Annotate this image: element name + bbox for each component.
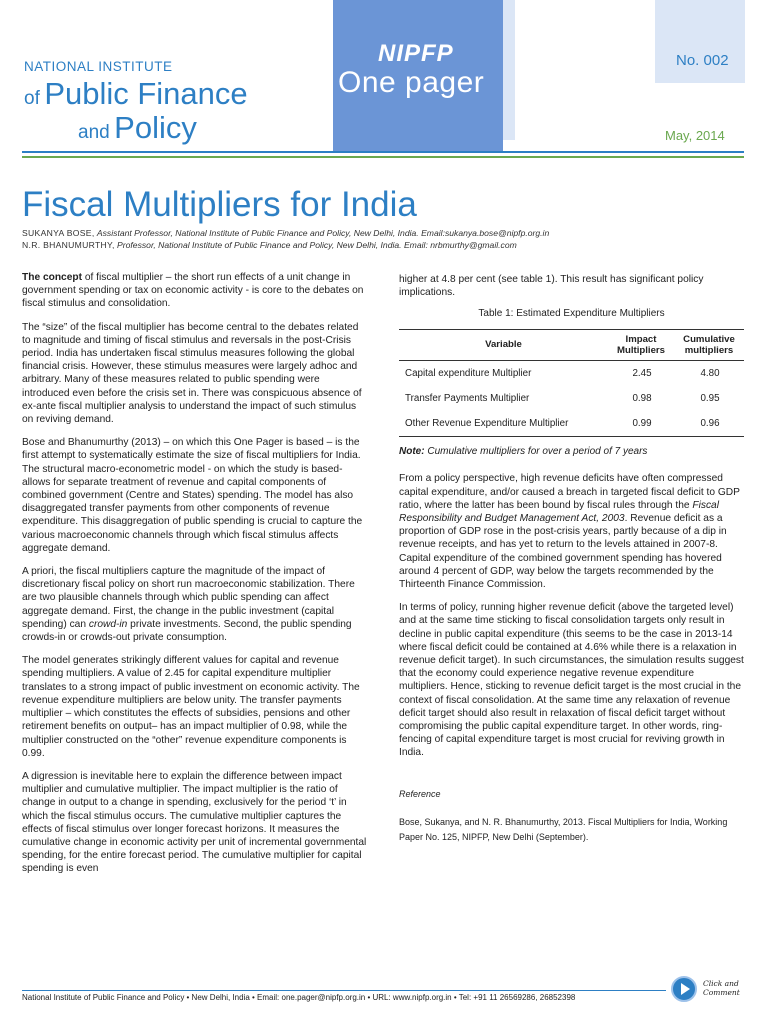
paragraph: A digression is inevitable here to explain the difference between impact multiplier and cumulative multiplier. The impact multiplier is the ratio of change in output to a change in spending, exclusively for the period ‘t’ in which the fiscal stimulus occurs. The cumulative multiplier captures the effects of fiscal stimulus over longer forecast horizons. It measures the cumulative change in economic activity per unit of incremental governmental spending, for the entire forecast period. The cumulative multiplier for capital spending is even — [22, 770, 367, 875]
table-header: Cumulative multipliers — [674, 329, 744, 360]
table-cell: 2.45 — [632, 367, 652, 379]
paragraph — [399, 472, 744, 591]
institute-and: and — [78, 122, 110, 143]
footer-contact: National Institute of Public Finance and Policy • New Delhi, India • Email: one.pager@nipfp.org.in • URL: www.nipfp.org.in • Tel: +91 11 26569286, 26852398 — [22, 993, 576, 1002]
paragraph-text: From a policy perspective, high revenue deficits have often compressed capital expenditure, and/or caused a breach in targeted fiscal deficit to GDP ratio, where the latter has been bound by fiscal rules through the — [399, 473, 740, 511]
table-header: Impact Multipliers — [608, 329, 674, 360]
table-row — [399, 386, 744, 411]
paragraph: The “size” of the fiscal multiplier has become central to the debates related to magnitude and timing of fiscal stimulus and reversals in the post-Crisis period. India has undertaken fiscal stimulus measures following the global financial crisis. However, these stimulus measures were largely adhoc and arbitrary. Many of these measures related to public spending were introduced even before the crisis set in. There was conspicuous absence of ex-ante fiscal multiplier analysis to understand the impact of such stimulus on reviving demand. — [22, 321, 362, 426]
table-cell: 0.98 — [632, 392, 652, 404]
author-name: SUKANYA BOSE, — [22, 228, 95, 238]
table-cell: 0.96 — [674, 411, 744, 437]
footer-rule — [22, 990, 666, 991]
paragraph-text: private investments. Second, the public spending crowds-in or crowds-out private consumption. — [22, 618, 352, 644]
click-line-2: Comment — [703, 988, 740, 997]
table-cell: 0.95 — [700, 392, 720, 404]
page-title: Fiscal Multipliers for India — [22, 185, 417, 224]
paragraph-text: of fiscal multiplier – the short run effects of a unit change in government spending or tax on economic activity - is core to the debates on fiscal stimulus and consolidation. — [22, 272, 364, 310]
issue-date: May, 2014 — [665, 128, 725, 143]
paragraph: higher at 4.8 per cent (see table 1). This result has significant policy implications. — [399, 274, 704, 299]
click-line-1: Click and — [703, 979, 739, 988]
note-label: Note: — [399, 446, 425, 458]
table-row — [399, 360, 744, 386]
table-cell: Capital expenditure Multiplier — [405, 367, 532, 379]
paragraph: Bose and Bhanumurthy (2013) – on which this One Pager is based – is the first attempt to systematically estimate the size of fiscal multipliers for India. The structural macro-econometric model - on which the study is based- allows for separate treatment of revenue and capital components of combined government (Centre and States) spending. The model has also disaggregated transfer payments from other components of revenue expenditure. This disaggregation of public spending is crucial to capture the various macroeconomic channels through which fiscal stimulus affects aggregate demand. — [22, 437, 363, 554]
right-column — [399, 273, 744, 845]
multiplier-table — [399, 329, 744, 438]
institute-name-line3 — [78, 110, 197, 146]
table-header-row — [399, 329, 744, 360]
institute-name-line2 — [24, 76, 248, 112]
emphasis: Fiscal Responsibility and Budget Management Act, 2003 — [399, 499, 719, 525]
emphasis: crowd-in — [88, 618, 128, 630]
table-caption: Table 1: Estimated Expenditure Multipliers — [478, 308, 665, 320]
paragraph-text: A priori, the fiscal multipliers capture the magnitude of the impact of discretionary fiscal policy on short run macroeconomic stabilization. There are two plausible channels through which public spending can affect aggregate demand. First, the change in the public investment (capital spending) can — [22, 566, 355, 630]
table-cell: 4.80 — [700, 367, 720, 379]
author-name: N.R. BHANUMURTHY, — [22, 240, 115, 250]
paragraph: The model generates strikingly different values for capital and revenue spending multipliers. A value of 2.45 for capital expenditure multiplier translates to a strong impact of public investment on economic activity. The revenue expenditure multipliers are below unity. The transfer payments multiplier – which constitutes the effects of subsidies, pensions and other retirement benefits on output– has an impact multiplier of 0.98, while the multiplier constructed on the “other” revenue expenditure components is 0.99. — [22, 655, 360, 759]
left-column — [22, 271, 368, 886]
institute-policy: Policy — [114, 110, 197, 145]
header-rule-blue — [22, 151, 744, 153]
click-and-comment-link[interactable] — [703, 979, 740, 997]
paragraph — [22, 565, 368, 644]
author-line — [22, 240, 517, 250]
nipfp-logo: NIPFP — [378, 40, 454, 67]
author-line — [22, 228, 549, 238]
institute-of: of — [24, 88, 40, 109]
reference-text: Bose, Sukanya, and N. R. Bhanumurthy, 2013. Fiscal Multipliers for India, Working Paper No. 125, NIPFP, New Delhi (September). — [399, 816, 728, 842]
paragraph — [22, 271, 368, 311]
play-icon[interactable] — [671, 976, 697, 1002]
lead-phrase: The concept — [22, 272, 83, 283]
author-affiliation: Professor, National Institute of Public Finance and Policy, New Delhi, India. Email: nrbmurthy@gmail.com — [117, 240, 517, 250]
paragraph-text: . Revenue deficit as a proportion of GDP rose in the post-crisis years, partly because of a dip in revenue receipts, and has yet to return to the levels attained in 2007-8. Capital expenditure of the combined government spending has hovered around 4 percent of GDP, way below the targets recommended by the Thirteenth Finance Commission. — [399, 513, 727, 591]
reference-heading: Reference — [399, 788, 441, 799]
table-cell: 0.99 — [608, 411, 674, 437]
paragraph: In terms of policy, running higher revenue deficit (above the targeted level) and at the same time sticking to fiscal consolidation targets only result in decline in public capital expenditure (this seems to be the case in 2013-14 where fiscal deficit could be contained at 4.6% while there is a relaxation in revenue deficit target). In such circumstances, the simulation results suggest that the economy could experience negative revenue expenditure multipliers. Hence, sticking to revenue deficit target is the most crucial in the context of fiscal consolidation. At the same time any relaxation of revenue deficit target should also result in relaxation of fiscal deficit target without compromising the public capital expenditure target. In other words, ring-fencing of capital expenditure target is most crucial for reviving growth in India. — [399, 602, 744, 759]
series-box-shadow — [503, 0, 515, 140]
issue-number: No. 002 — [676, 52, 729, 69]
table-cell: Transfer Payments Multiplier — [405, 392, 530, 404]
table-header: Variable — [399, 329, 608, 360]
institute-name-line1: NATIONAL INSTITUTE — [24, 59, 173, 74]
author-affiliation: Assistant Professor, National Institute of Public Finance and Policy, New Delhi, India. Email:sukanya.bose@nipfp.org.in — [96, 228, 550, 238]
issue-box — [655, 0, 745, 83]
note-text: Cumulative multipliers for over a period of 7 years — [424, 446, 648, 458]
series-name: One pager — [338, 66, 485, 99]
table-cell: Other Revenue Expenditure Multiplier — [399, 411, 608, 437]
institute-public-finance: Public Finance — [44, 76, 248, 111]
table-note — [399, 445, 744, 458]
header-rule-green — [22, 156, 744, 158]
table-row — [399, 411, 744, 437]
